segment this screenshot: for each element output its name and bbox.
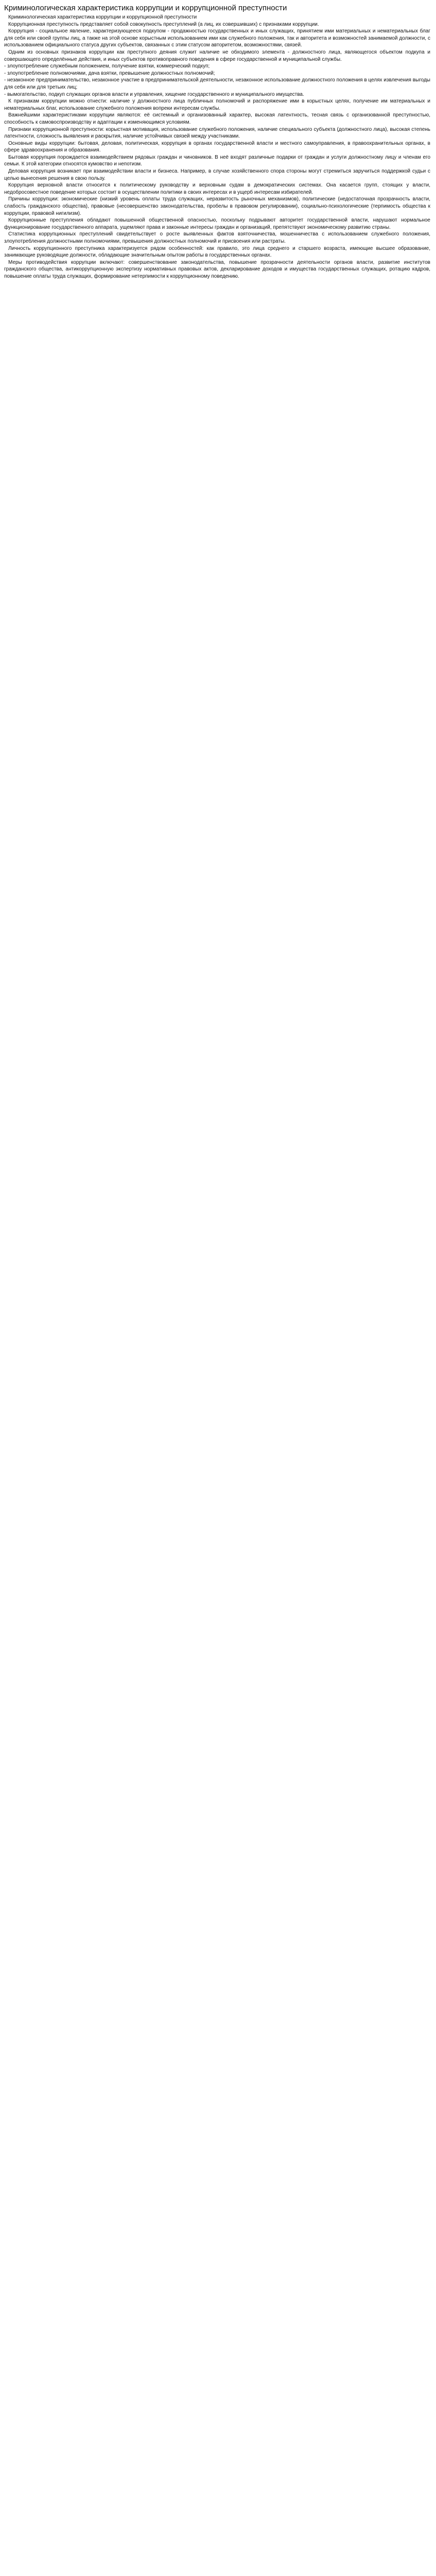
paragraph: Деловая коррупция возникает при взаимодействии власти и бизнеса. Например, в случае хозяйственного спора стороны могут стремиться заручиться поддержкой судьи с целью вынесения решения в свою пользу. xyxy=(4,168,430,181)
paragraph: Коррупция верховной власти относится к политическому руководству и верховным судам в демократических системах. Она касается групп, стоящих у власти, недобросовестное поведение которых состоит в осуществлении политики в своих интересах и в ущерб интересам избирателей. xyxy=(4,182,430,195)
list-item: - злоупотребление служебным положением, получение взятки, коммерческий подкуп; xyxy=(4,63,210,70)
paragraph: Одним из основных признаков коррупции как преступного деяния служит наличие не обходимого элемента - должностного лица, являющегося объектом подкупа и совершающего определённые действия, и иных субъектов противоправного поведения в сфере государственной и муниципальной службы. xyxy=(4,49,430,62)
paragraph: Коррупционная преступность представляет собой совокупность преступлений (а лиц, их совершивших) с признаками коррупции. xyxy=(8,21,319,27)
paragraph: Криминологическая характеристика коррупции и коррупционной преступности xyxy=(8,14,197,20)
paragraph: Личность коррупционного преступника характеризуется рядом особенностей: как правило, это лица среднего и старшего возраста, имеющие высшее образование, занимающие руководящие должности, обладающие значительным опытом работы в государственных органах. xyxy=(4,245,430,259)
paragraph: Меры противодействия коррупции включают: совершенствование законодательства, повышение прозрачности деятельности органов власти, развитие институтов гражданского общества, антикоррупционную экспертизу нормативных правовых актов, декларирование доходов и имущества государственных служащих, ротацию кадров, повышение оплаты труда служащих, формирование нетерпимости к коррупционному поведению. xyxy=(4,259,430,279)
document xyxy=(4,3,430,280)
paragraph: Признаки коррупционной преступности: корыстная мотивация, использование служебного положения, наличие специального субъекта (должностного лица), высокая степень латентности, сложность выявления и раскрытия, наличие устойчивых связей между участниками. xyxy=(4,126,430,140)
paragraph: Коррупция - социальное явление, характеризующееся подкупом - продажностью государственных и иных служащих, принятием ими материальных и нематериальных благ для себя или своей группы лиц, а также на этой основе корыстным использованием ими как служебного положения, так и авторитета и возможностей занимаемой должности, с использованием официального статуса других субъектов, связанных с этим статусом авторитетом, возможностями, связей. xyxy=(4,28,430,48)
list-item: - вымогательство, подкуп служащих органов власти и управления, хищение государственного и муниципального имущества. xyxy=(4,91,304,97)
paragraph: К признакам коррупции можно отнести: наличие у должностного лица публичных полномочий и распоряжение ими в корыстных целях, получение им материальных и нематериальных благ, использование служебного положения вопреки интересам службы. xyxy=(4,98,430,111)
paragraph: Важнейшими характеристиками коррупции являются: её системный и организованный характер, высокая латентность, тесная связь с организованной преступностью, способность к самовоспроизводству и адаптации к изменяющимся условиям. xyxy=(4,112,430,125)
paragraph: Бытовая коррупция порождается взаимодействием рядовых граждан и чиновников. В неё входят различные подарки от граждан и услуги должностному лицу и членам его семьи. К этой категории относятся кумовство и непотизм. xyxy=(4,154,430,167)
list-item: - злоупотребление полномочиями, дача взятки, превышение должностных полномочий; xyxy=(4,70,215,76)
paragraph: Причины коррупции: экономические (низкий уровень оплаты труда служащих, неразвитость рыночных механизмов), политические (недостаточная прозрачность власти, слабость гражданского общества), правовые (несовершенство законодательства, пробелы в правовом регулировании), социально-психологические (терпимость общества к коррупции, правовой нигилизм). xyxy=(4,196,430,216)
document-title: Криминологическая характеристика коррупции и коррупционной преступности xyxy=(4,4,287,12)
paragraph: Статистика коррупционных преступлений свидетельствует о росте выявленных фактов взяточничества, мошенничества с использованием служебного положения, злоупотребления должностными полномочиями, превышения должностных полномочий и присвоения или растраты. xyxy=(4,231,430,244)
paragraph: Коррупционные преступления обладают повышенной общественной опасностью, поскольку подрывают авторитет государственной власти, нарушают нормальное функционирование государственного аппарата, ущемляют права и законные интересы граждан и организаций, препятствуют экономическому развитию страны. xyxy=(4,217,430,230)
list-item: - незаконное предпринимательство, незаконное участие в предпринимательской деятельности, незаконное использование должностного положения в целях извлечения выгоды для себя или для третьих лиц; xyxy=(4,77,430,90)
paragraph: Основные виды коррупции: бытовая, деловая, политическая, коррупция в органах государственной власти и местного самоуправления, в правоохранительных органах, в сфере здравоохранения и образования. xyxy=(4,140,430,154)
